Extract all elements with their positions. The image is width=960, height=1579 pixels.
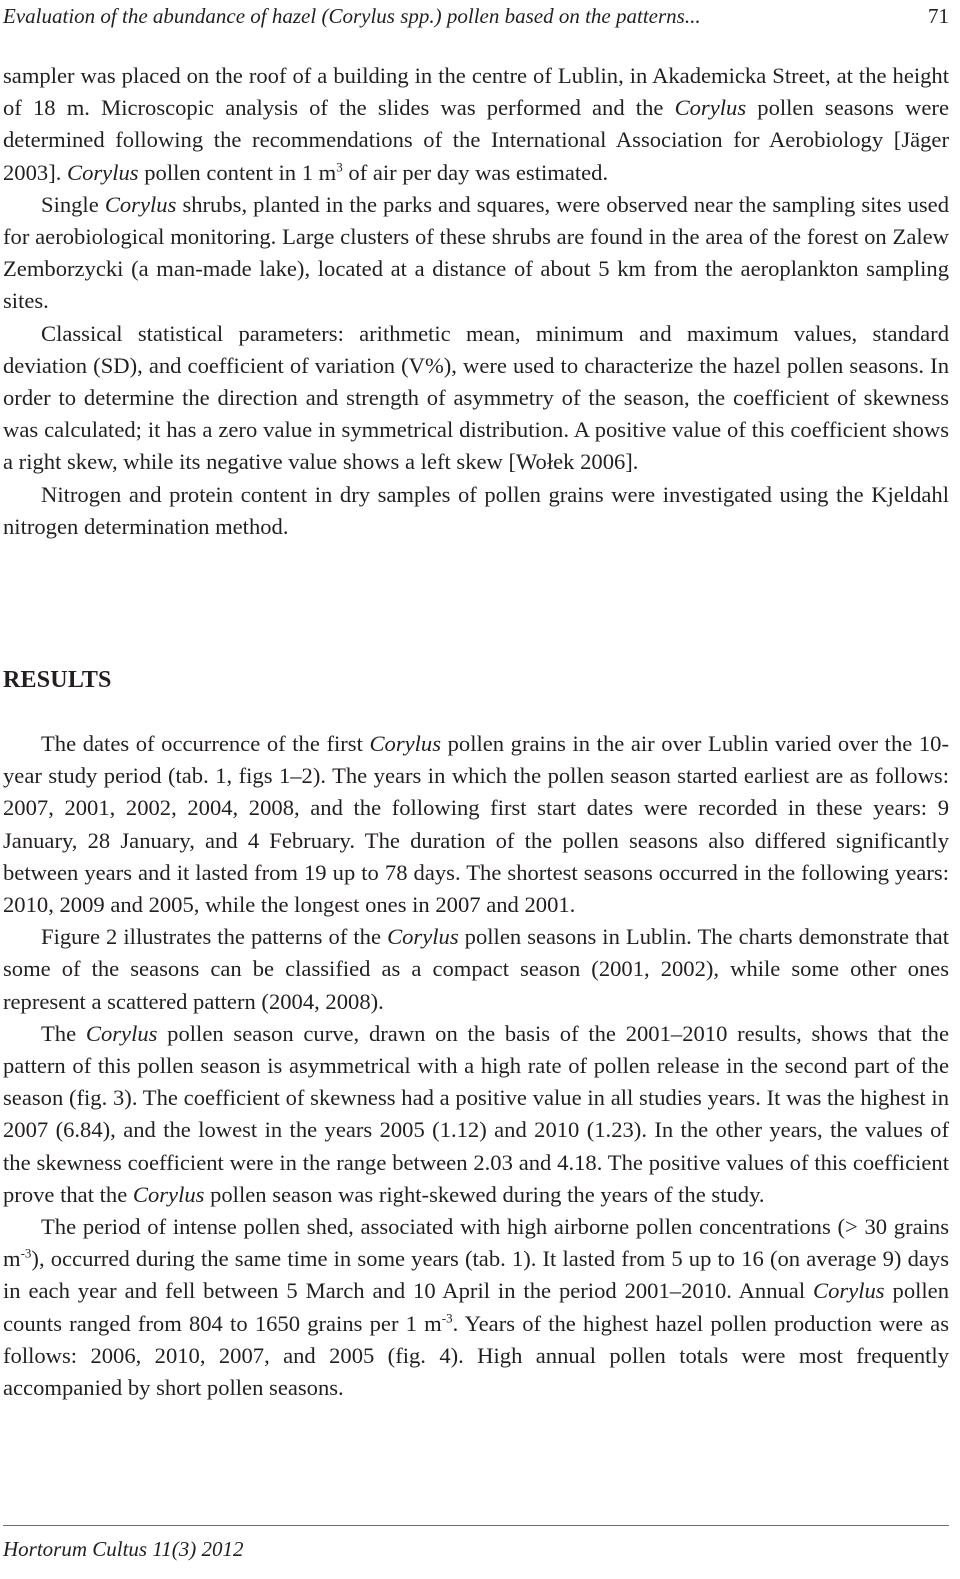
- footer-divider: [3, 1525, 949, 1526]
- text-run: pollen content in 1 m: [138, 159, 337, 185]
- text-run: The period of intense pollen shed, associated with high airborne pollen concentrations (> 30 grains m: [3, 1214, 949, 1272]
- methods-paragraph-3: Classical statistical parameters: arithmetic mean, minimum and maximum values, standard deviation (SD), and coefficient of variation (V%), were used to characterize the hazel pollen seasons. In order to determine the direction and strength of asymmetry of the season, the coefficient of skewness was calculated; it has a zero value in symmetrical distribution. A positive value of this coefficient shows a right skew, while its negative value shows a left skew [Wołek 2006].: [3, 320, 949, 475]
- text-run: pollen counts ranged from 804 to 1650 grains per 1 m: [3, 1278, 949, 1336]
- superscript: 3: [336, 159, 343, 175]
- journal-footer: Hortorum Cultus 11(3) 2012: [3, 1537, 244, 1561]
- running-header: [3, 2, 949, 30]
- methods-paragraph-4: Nitrogen and protein content in dry samples of pollen grains were investigated using the Kjeldahl nitrogen determination method.: [3, 481, 949, 539]
- text-run: . Years of the highest hazel pollen production were as follows: 2006, 2010, 2007, and 2005 (fig. 4). High annual pollen totals were most frequently accompanied by short pollen seasons.: [3, 1310, 949, 1401]
- genus-name: Corylus: [387, 924, 459, 950]
- text-run: pollen season was right-skewed during the years of the study.: [204, 1181, 765, 1207]
- text-run: ), occurred during the same time in some years (tab. 1). It lasted from 5 up to 16 (on average 9) days in each year and fell between 5 March and 10 April in the period 2001–2010. Annual: [3, 1246, 949, 1304]
- genus-name: Corylus: [85, 1020, 158, 1046]
- text-run: pollen seasons were determined following the recommendations of the International Association for Aerobiology [Jäger 2003].: [3, 95, 949, 185]
- running-title: Evaluation of the abundance of hazel (Corylus spp.) pollen based on the patterns...: [3, 4, 701, 28]
- results-paragraph-3: [3, 1018, 949, 1211]
- text-run: pollen grains in the air over Lublin varied over the 10-year study period (tab. 1, figs 1–2). The years in which the pollen season started earliest are as follows: 2007, 2001, 2002, 2004, 2008, and the following first start dates were recorded in these years: 9 January, 28 January, and 4 February. The duration of the pollen seasons also differed significantly between years and it lasted from 19 up to 78 days. The shortest seasons occurred in the following years: 2010, 2009 and 2005, while the longest ones in 2007 and 2001.: [3, 731, 949, 918]
- methods-paragraph-1: [3, 60, 949, 189]
- text-run: Figure 2 illustrates the patterns of the: [41, 924, 388, 950]
- results-paragraph-4: [3, 1211, 949, 1404]
- text-run: pollen season curve, drawn on the basis of the 2001–2010 results, shows that the pattern of this pollen season is asymmetrical with a high rate of pollen release in the second part of the season (fig. 3). The coefficient of skewness had a positive value in all studies years. It was the highest in 2007 (6.84), and the lowest in the years 2005 (1.12) and 2010 (1.23). In the other years, the values of the skewness coefficient were in the range between 2.03 and 4.18. The positive values of this coefficient prove that the: [3, 1020, 949, 1207]
- methods-paragraph-2: [3, 189, 949, 318]
- page-number: 71: [928, 4, 949, 28]
- genus-name: Corylus: [67, 159, 139, 185]
- text-run: The: [41, 1020, 86, 1046]
- superscript: -3: [20, 1245, 32, 1261]
- genus-name: Corylus: [132, 1181, 205, 1207]
- genus-name: Corylus: [813, 1278, 885, 1304]
- text-run: shrubs, planted in the parks and squares, were observed near the sampling sites used for aerobiological monitoring. Large clusters of these shrubs are found in the area of the forest on Zalew Zemborzycki (a man-made lake), located at a distance of about 5 km from the aeroplankton sampling sites.: [3, 191, 949, 314]
- genus-name: Corylus: [104, 191, 177, 217]
- text-run: The dates of occurrence of the first: [41, 731, 370, 756]
- methods-section: [3, 60, 949, 543]
- superscript: -3: [441, 1310, 453, 1326]
- results-paragraph-1: [3, 728, 949, 921]
- results-heading: RESULTS: [3, 667, 112, 693]
- genus-name: Corylus: [674, 95, 747, 121]
- text-run: of air per day was estimated.: [342, 159, 609, 185]
- results-section: [3, 728, 949, 1404]
- text-run: sampler was placed on the roof of a building in the centre of Lublin, in Akademicka Street, at the height of 18 m. Microscopic analysis of the slides was performed and the: [3, 63, 949, 121]
- text-run: pollen seasons in Lublin. The charts demonstrate that some of the seasons can be classified as a compact season (2001, 2002), while some other ones represent a scattered pattern (2004, 2008).: [3, 924, 949, 1014]
- genus-name: Corylus: [369, 731, 442, 756]
- text-run: Single: [41, 191, 105, 217]
- results-paragraph-2: [3, 921, 949, 1018]
